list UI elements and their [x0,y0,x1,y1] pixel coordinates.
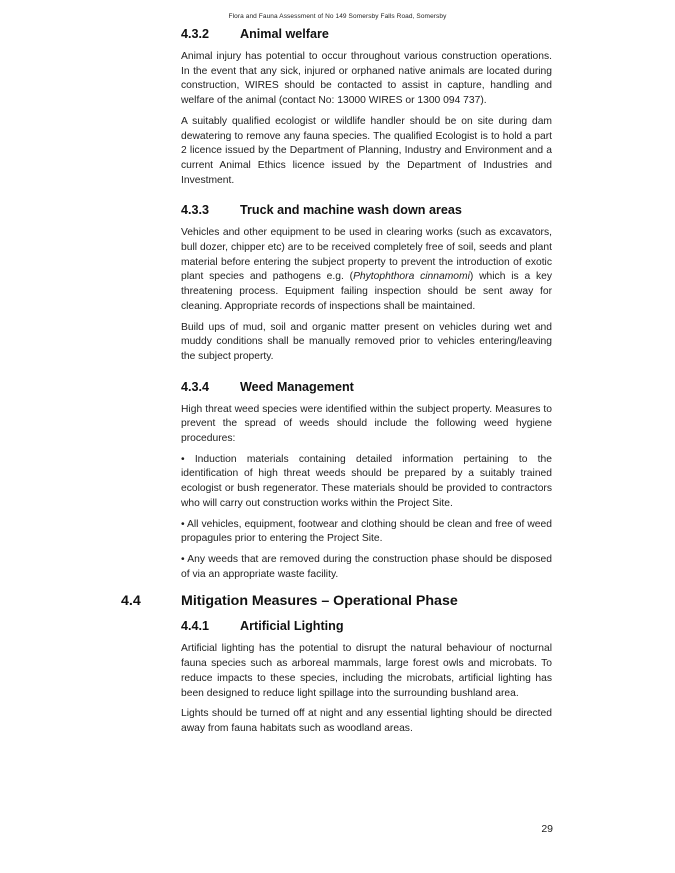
paragraph: Artificial lighting has the potential to disrupt the natural behaviour of nocturnal fauna species such as arboreal mammals, large forest owls and microbats. To reduce impacts to these species, including the microbats, artificial lighting has been designed to reduce light spillage into the surrounding bushland area. [181,643,552,699]
paragraph: Build ups of mud, soil and organic matter present on vehicles during wet and muddy conditions shall be manually removed prior to vehicles entering/leaving the subject property. [181,321,552,362]
heading-animal-welfare [181,26,552,42]
bullet-item: • Any weeds that are removed during the construction phase should be disposed of via an appropriate waste facility. [181,553,552,580]
heading-mitigation-operational [121,592,552,610]
bullet-item: • Induction materials containing detailed information pertaining to the identification of high threat weeds should be prepared by a suitably trained ecologist or bush regenerator. These materials should be provided to contractors who will carry out construction works within the Project Site. [181,453,552,509]
heading-weed-management [181,379,552,395]
species-name: Phytophthora cinnamomi [353,271,470,283]
section-number: 4.4.1 [181,619,210,634]
paragraph: High threat weed species were identified within the subject property. Measures to prevent the spread of weeds should include the following weed hygiene procedures: [181,403,552,445]
section-title: Mitigation Measures – Operational Phase [181,593,458,610]
page-number: 29 [541,823,553,835]
heading-wash-down-areas [181,202,552,218]
paragraph-wash-down: Vehicles and other equipment to be used in clearing works (such as excavators, bull dozer, chipper etc) are to be received completely free of soil, seeds and plant material before entering the subject property to prevent the introduction of exotic plant species and pathogens e.g. (Phytophthora cinnamomi) which is a key threatening process. Equipment failing inspection should be sent away for cleaning. Appropriate records of inspections shall be maintained. [181,227,552,312]
section-number: 4.3.3 [181,203,210,218]
running-header: Flora and Fauna Assessment of No 149 Somersby Falls Road, Somersby [228,13,447,20]
section-number: 4.3.4 [181,379,210,394]
page-content [121,26,552,743]
bullet-item: • All vehicles, equipment, footwear and clothing should be clean and free of weed propagules prior to entering the Project Site. [181,518,552,545]
paragraph: Lights should be turned off at night and any essential lighting should be directed away from fauna habitats such as woodland areas. [181,708,552,734]
section-title: Weed Management [240,379,354,394]
paragraph: A suitably qualified ecologist or wildlife handler should be on site during dam dewatering to remove any fauna species. The qualified Ecologist is to hold a part 2 licence issued by the Department of Planning, Industry and Environment and a current Animal Ethics licence issued by the Department of Industries and Investment. [181,115,552,186]
section-title: Artificial Lighting [240,619,344,634]
section-title: Animal welfare [240,27,329,41]
section-number: 4.4 [121,593,141,610]
paragraph: Animal injury has potential to occur throughout various construction operations. In the event that any sick, injured or orphaned native animals are located during construction, WIRES should be contacted to assist in capture, handling and welfare of the animal (contact No: 13000 WIRES or 1300 094 737). [181,51,552,107]
section-number: 4.3.2 [181,27,210,41]
heading-artificial-lighting [181,618,552,634]
section-title: Truck and machine wash down areas [240,203,462,218]
